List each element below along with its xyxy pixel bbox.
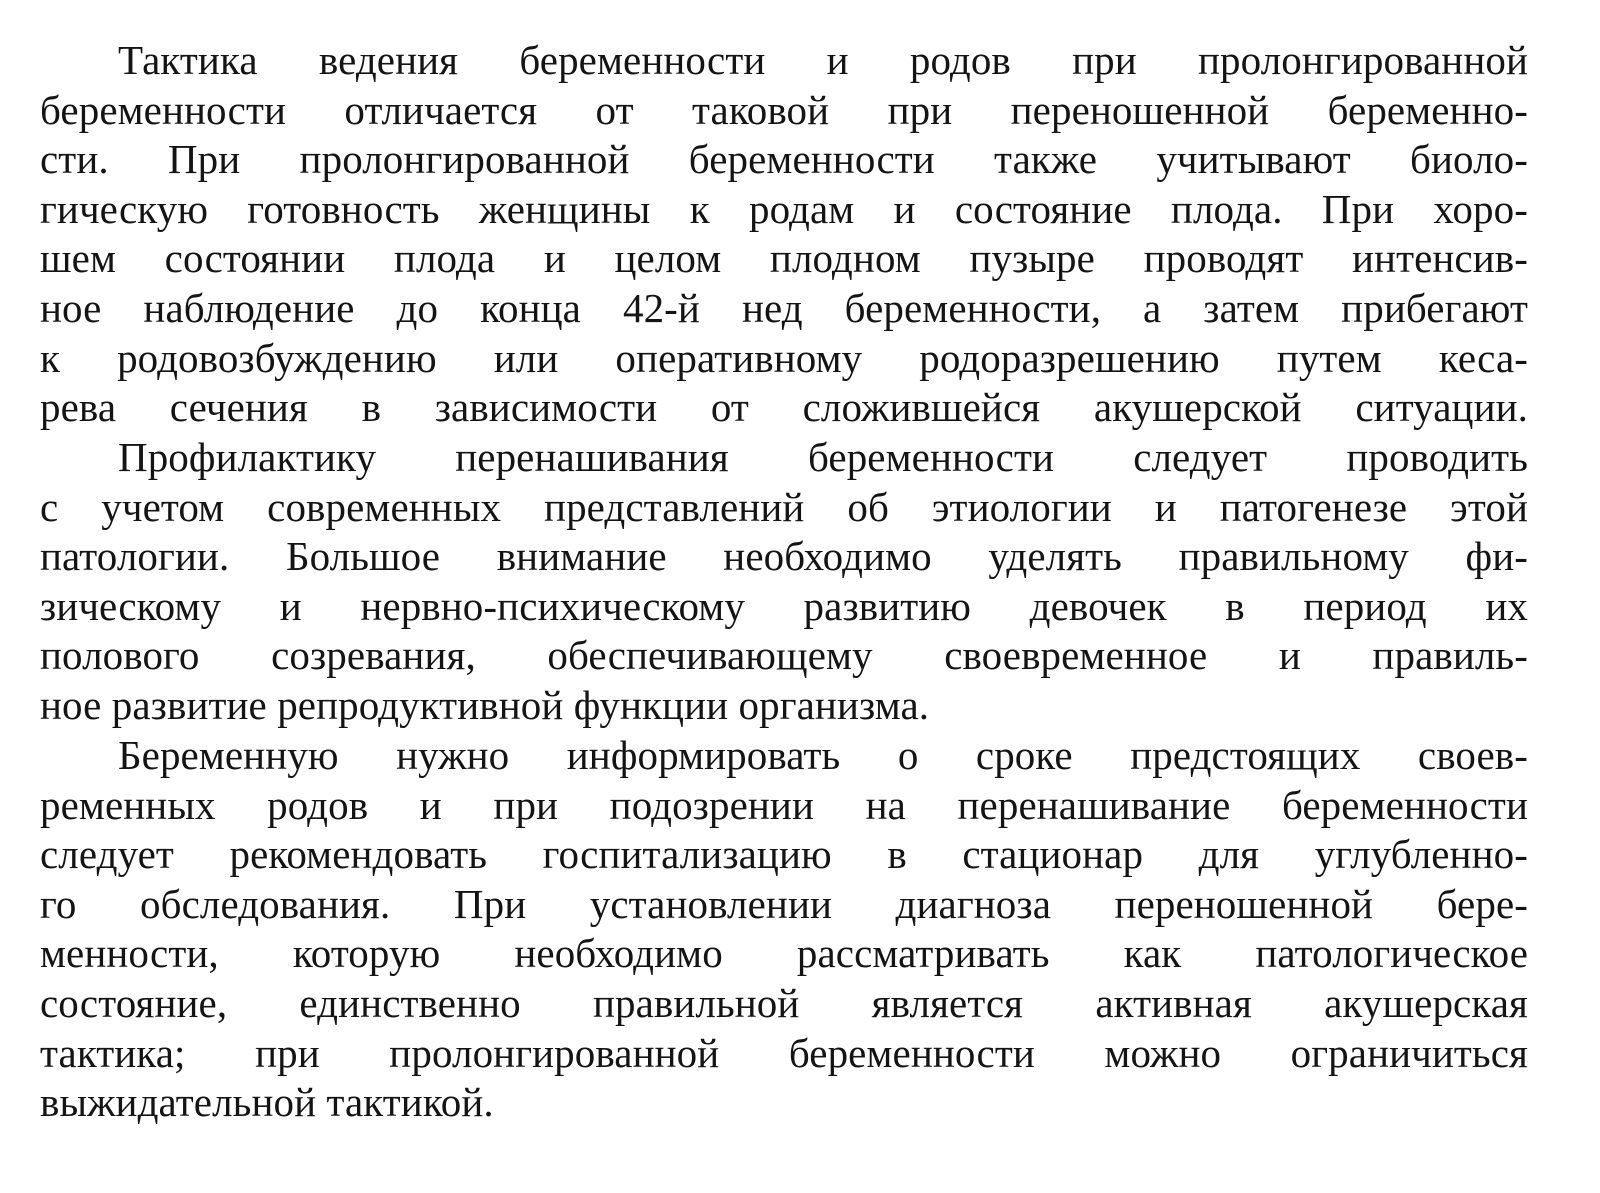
text-line: шем состоянии плода и целом плодном пузыре проводят интенсив-: [40, 235, 1528, 282]
text-line: с учетом современных представлений об этиологии и патогенезе этой: [40, 483, 1528, 530]
text-line: беременности отличается от таковой при переношенной беременно-: [40, 86, 1528, 133]
text-line: состояние, единственно правильной является активная акушерская: [40, 979, 1528, 1026]
text-line: рева сечения в зависимости от сложившейся акушерской ситуации.: [40, 384, 1528, 431]
text-line: Беременную нужно информировать о сроке предстоящих своев-: [118, 732, 1528, 778]
paragraph-prevention: [40, 433, 1528, 731]
text-line: выжидательной тактикой.: [40, 1079, 494, 1126]
text-line: Профилактику перенашивания беременности следует проводить: [118, 434, 1528, 480]
text-line: к родовозбуждению или оперативному родоразрешению путем кеса-: [40, 334, 1528, 381]
paragraph-patient-guidance: [40, 731, 1528, 1128]
text-line: менности, которую необходимо рассматривать как патологическое: [40, 930, 1528, 977]
text-line: следует рекомендовать госпитализацию в стационар для углубленно-: [40, 831, 1528, 878]
text-line: го обследования. При установлении диагноза переношенной бере-: [40, 880, 1528, 927]
text-line: ное наблюдение до конца 42-й нед беременности, а затем прибегают: [40, 284, 1528, 331]
text-line: ременных родов и при подозрении на перенашивание беременности: [40, 781, 1528, 828]
text-line: зическому и нервно-психическому развитию девочек в период их: [40, 582, 1528, 629]
text-line: ное развитие репродуктивной функции организма.: [40, 681, 930, 728]
text-line: тактика; при пролонгированной беременности можно ограничиться: [40, 1029, 1528, 1076]
text-line: сти. При пролонгированной беременности также учитывают биоло-: [40, 136, 1528, 183]
text-line: Тактика ведения беременности и родов при пролонгированной: [118, 37, 1528, 83]
text-line: патологии. Большое внимание необходимо уделять правильному фи-: [40, 533, 1528, 580]
paragraph-management-tactics: [40, 36, 1528, 433]
text-line: гическую готовность женщины к родам и состояние плода. При хоро-: [40, 185, 1528, 232]
text-line: полового созревания, обеспечивающему своевременное и правиль-: [40, 632, 1528, 679]
